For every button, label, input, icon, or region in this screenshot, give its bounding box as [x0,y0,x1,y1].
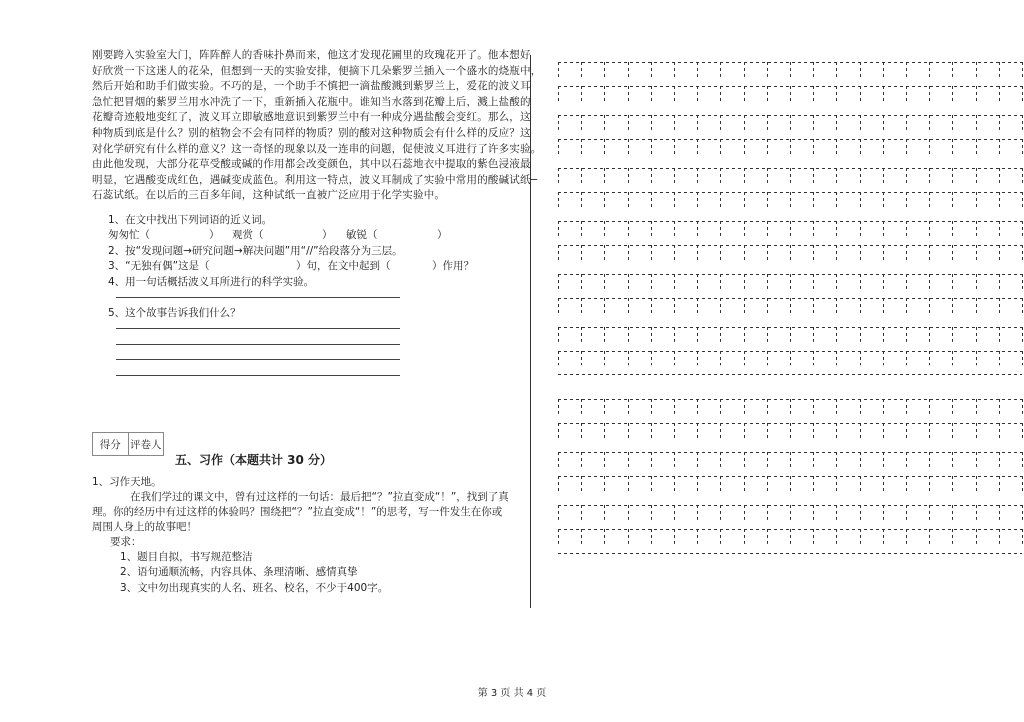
passage-line: 急忙把冒烟的紫罗兰用水冲洗了一下，重新插入花瓶中。谁知当水落到花瓣上后，溅上盐酸的 [92,95,531,108]
writing-grid-top [558,62,1023,384]
score-box [92,432,164,456]
question-1-word-1-end: ） [209,229,220,241]
question-1-word-2: 观赏（ [232,229,264,241]
page-footer: 第 3 页 共 4 页 [477,688,547,699]
question-1-word-3-end: ） [437,229,448,241]
reviewer-label: 评卷人 [130,438,162,451]
question-1-word-1: 匆匆忙（ [108,229,150,241]
passage-line: 好欣赏一下这迷人的花朵，但想到一天的实验安排，便摘下几朵紫罗兰插入一个盛水的烧瓶中， [92,64,542,77]
requirement-item: 2、语句通顺流畅，内容具体、条理清晰、感情真挚 [120,566,358,578]
passage-line: 明显，它遇酸变成红色，遇碱变成蓝色。利用这一特点，波义耳制成了实验中常用的酸碱试纸─ [92,173,538,186]
passage-line: 刚要跨入实验室大门，阵阵醉人的香味扑鼻而来，他这才发现花圃里的玫瑰花开了。他本想好 [92,49,531,61]
writing-prompt-line: 理。你的经历中有过这样的体验吗？围绕把“？”拉直变成“！”的思考，写一件发生在你或 [92,506,503,518]
answer-line [116,359,400,360]
question-4: 4、用一句话概括波义耳所进行的科学实验。 [108,276,315,288]
section-title: 五、习作（本题共计 30 分） [175,453,333,467]
passage-line: 由此他发现，大部分花草受酸或碱的作用都会改变颜色，其中以石蕊地衣中提取的紫色浸液最 [92,158,531,171]
column-divider [530,55,531,608]
passage-line: 花瓣奇迹般地变红了，波义耳立即敏感地意识到紫罗兰中有一种成分遇盐酸会变红。那么，这 [92,111,531,124]
passage-line: 石蕊试纸。在以后的三百多年间，这种试纸一直被广泛应用于化学实验中。 [92,189,446,202]
requirements-label: 要求： [110,536,142,548]
question-3-a: 3、“无独有偶”这是（ [108,260,210,272]
answer-line [116,328,400,329]
answer-line [116,297,400,298]
question-5: 5、这个故事告诉我们什么？ [108,307,241,319]
writing-prompt-line: 周围人身上的故事吧！ [92,521,197,533]
passage-line: 然后开始和助手们做实验。不巧的是，一个助手不慎把一滴盐酸溅到紫罗兰上，爱花的波义耳 [92,80,531,93]
question-2: 2、按“发现问题→研究问题→解决问题”用“//”给段落分为三层。 [108,245,403,257]
score-label: 得分 [93,433,129,455]
requirement-item: 3、文中勿出现真实的人名、班名、校名，不少于400字。 [120,582,389,594]
passage-text [92,48,542,204]
question-1-word-2-end: ） [322,229,333,241]
requirement-item: 1、题目自拟，书写规范整洁 [120,551,253,563]
answer-line [116,375,400,376]
writing-grid-bottom [558,399,1023,555]
answer-line [116,344,400,345]
passage-line: 对化学研究有什么样的意义？这一奇怪的现象以及一连串的问题，促使波义耳进行了许多实验。 [92,142,542,155]
passage-line: 种物质到底是什么？别的植物会不会有同样的物质？别的酸对这种物质会有什么样的反应？这 [92,126,531,139]
question-3-b: ）句，在文中起到（ [296,260,391,272]
writing-heading: 1、习作天地。 [92,476,162,488]
question-1-word-3: 敏锐（ [346,229,378,241]
question-1: 1、在文中找出下列词语的近义词。 [108,214,273,226]
question-3-c: ）作用？ [432,260,474,272]
reading-passage [92,48,542,204]
writing-prompt-line: 在我们学过的课文中，曾有过这样的一句话：最后把“？”拉直变成“！”，找到了真 [130,491,509,503]
